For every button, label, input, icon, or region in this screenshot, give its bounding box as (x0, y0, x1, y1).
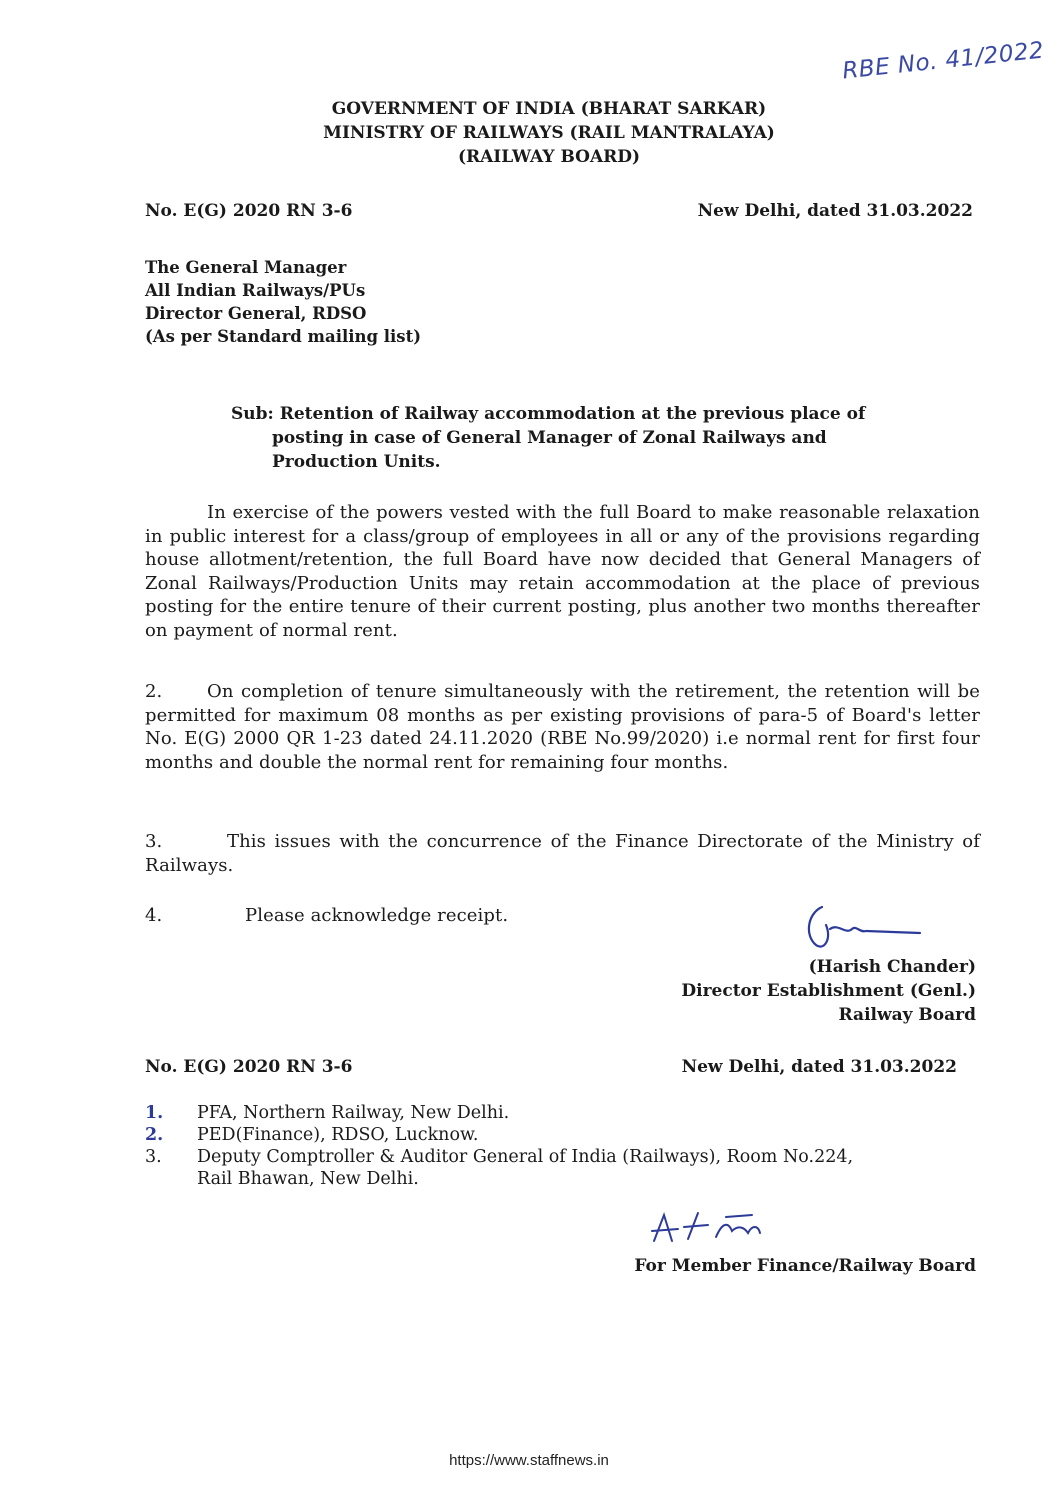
paragraph-text: Please acknowledge receipt. (245, 905, 509, 926)
signatory-block (681, 955, 976, 1027)
header-board: (RAILWAY BOARD) (457, 147, 641, 167)
list-item-text: PED(Finance), RDSO, Lucknow. (197, 1125, 479, 1145)
addressee-line: (As per Standard mailing list) (145, 327, 422, 346)
paragraph-number: 2. (145, 681, 163, 702)
copy-reference-number: No. E(G) 2020 RN 3-6 (145, 1057, 353, 1077)
signatory-designation: Director Establishment (Genl.) (681, 981, 976, 1001)
letter-header (0, 97, 1058, 169)
signatory-office: Railway Board (838, 1005, 976, 1025)
footer-url[interactable]: https://www.staffnews.in (449, 1452, 609, 1469)
list-item-text: PFA, Northern Railway, New Delhi. (197, 1103, 510, 1123)
addressee-line: Director General, RDSO (145, 304, 367, 323)
header-government: GOVERNMENT OF INDIA (BHARAT SARKAR) (331, 99, 767, 119)
signatory-name: (Harish Chander) (808, 957, 976, 977)
header-ministry: MINISTRY OF RAILWAYS (RAIL MANTRALAYA) (323, 123, 775, 143)
copy-reference-date: New Delhi, dated 31.03.2022 (681, 1057, 957, 1077)
paragraph-text: On completion of tenure simultaneously with the retirement, the retention will be permitted for maximum 08 months as per existing provisions of para-5 of Board's letter No. E(G) 2000 QR 1-23 dated 24.11.2020 (RBE No.99/2020) i.e normal rent for first four months and double the normal rent for remaining four months. (145, 681, 980, 773)
subject-line: Production Units. (272, 452, 441, 472)
paragraph-number: 3. (145, 831, 163, 852)
paragraph-text: This issues with the concurrence of the Finance Directorate of the Ministry of Railways. (145, 831, 980, 876)
copy-sign-off: For Member Finance/Railway Board (634, 1256, 976, 1276)
paragraph-number: 4. (145, 905, 163, 926)
list-item-continuation: Rail Bhawan, New Delhi. (197, 1169, 419, 1189)
list-item (145, 1124, 985, 1146)
reference-line (145, 201, 973, 221)
list-item-number: 3. (145, 1147, 162, 1167)
list-item-number: 2. (145, 1125, 164, 1145)
subject-line: posting in case of General Manager of Zonal Railways and (272, 428, 827, 448)
subject-line: Sub: Retention of Railway accommodation at the previous place of (231, 404, 866, 424)
list-item (145, 1146, 985, 1168)
list-item-text: Deputy Comptroller & Auditor General of India (Railways), Room No.224, (197, 1147, 854, 1167)
reference-date: New Delhi, dated 31.03.2022 (697, 201, 973, 221)
body-paragraph-3 (145, 830, 980, 877)
body-paragraph-2 (145, 680, 980, 774)
subject-block (231, 402, 981, 474)
handwritten-rbe-reference: RBE No. 41/2022 (841, 37, 1046, 85)
reference-number: No. E(G) 2020 RN 3-6 (145, 201, 353, 221)
signature-scribble (648, 1207, 818, 1251)
copy-reference-line (145, 1057, 957, 1077)
copy-to-list (145, 1102, 985, 1190)
addressee-line: The General Manager (145, 258, 347, 277)
body-paragraph-1: In exercise of the powers vested with the full Board to make reasonable relaxation in public interest for a class/group of employees in all or any of the provisions regarding house allotment/retention, the full Board have now decided that General Managers of Zonal Railways/Production Units may retain accommodation at the place of previous posting for the entire tenure of their current posting, plus another two months thereafter on payment of normal rent. (145, 502, 980, 641)
addressee-block (145, 256, 421, 348)
list-item-number: 1. (145, 1103, 164, 1123)
list-item (145, 1102, 985, 1124)
addressee-line: All Indian Railways/PUs (145, 281, 366, 300)
